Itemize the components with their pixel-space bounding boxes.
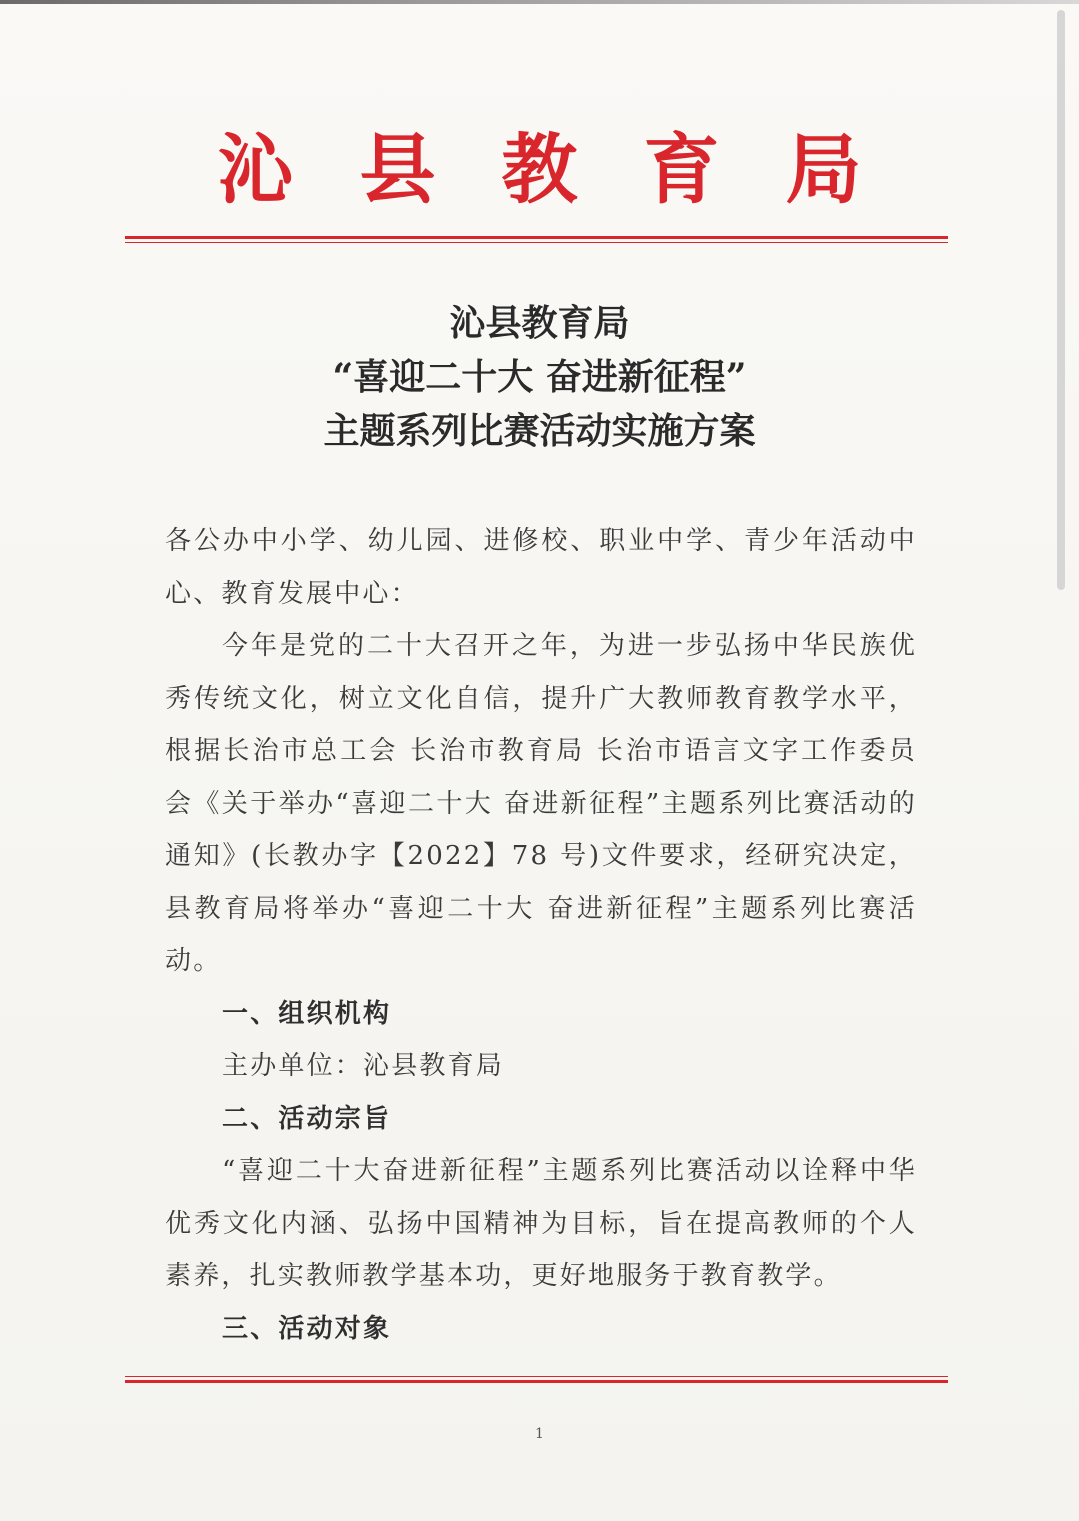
title-line-1: 沁县教育局 xyxy=(449,302,630,344)
intro-paragraph: 今年是党的二十大召开之年，为进一步弘扬中华民族优秀传统文化，树立文化自信，提升广大教师教育教学水平，根据长治市总工会 长治市教育局 长治市语言文字工作委员会《关于举办“喜迎二十大 奋进新征程”主题系列比赛活动的通知》(长教办字【2022】78 号)文件要求，经研究决定，县教育局将举办“喜迎二十大 奋进新征程”主题系列比赛活动。 xyxy=(165,631,917,976)
scrollbar[interactable] xyxy=(1057,10,1065,1500)
scan-edge xyxy=(0,0,1079,4)
masthead-title: 沁县教育局 xyxy=(217,125,928,214)
section-3-heading: 三、活动对象 xyxy=(222,1313,392,1344)
title-line-3: 主题系列比赛活动实施方案 xyxy=(323,410,756,452)
section-2-heading: 二、活动宗旨 xyxy=(222,1103,392,1134)
document-title xyxy=(0,296,1079,458)
footer-red-rule xyxy=(125,1376,948,1383)
masthead-red-rule xyxy=(125,236,948,243)
section-1-heading: 一、组织机构 xyxy=(222,998,392,1029)
document-body xyxy=(165,515,917,1355)
page-number: 1 xyxy=(535,1426,544,1442)
salutation: 各公办中小学、幼儿园、进修校、职业中学、青少年活动中心、教育发展中心： xyxy=(165,526,917,609)
title-line-2: “喜迎二十大 奋进新征程” xyxy=(332,356,747,398)
section-2-text: “喜迎二十大奋进新征程”主题系列比赛活动以诠释中华优秀文化内涵、弘扬中国精神为目标，旨在提高教师的个人素养，扎实教师教学基本功，更好地服务于教育教学。 xyxy=(165,1156,917,1291)
section-1-text: 主办单位：沁县教育局 xyxy=(222,1051,505,1081)
